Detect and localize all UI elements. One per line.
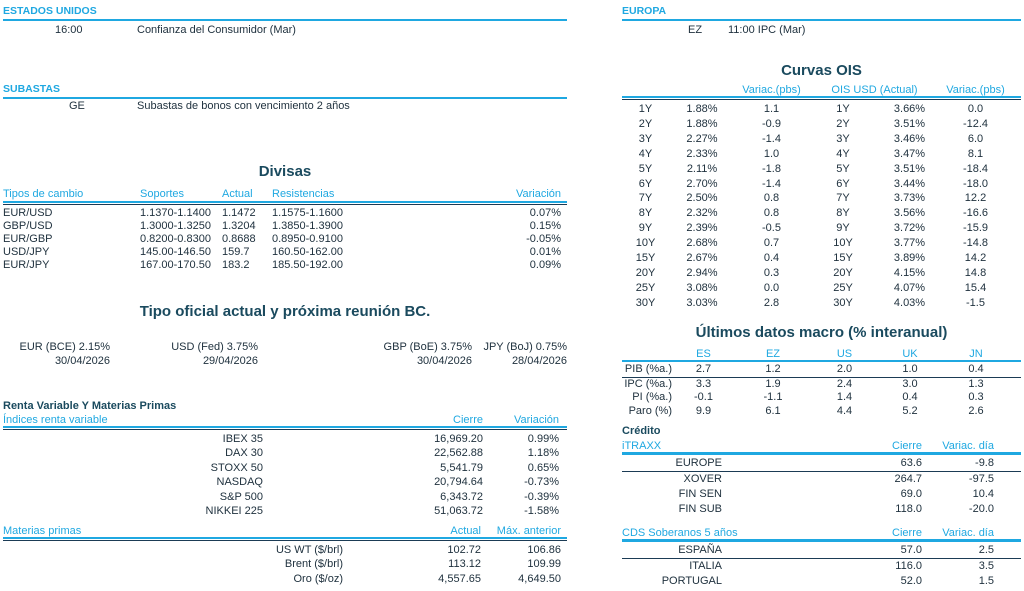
cell: 3.47% [893,147,926,160]
column-header: Materias primas [3,525,82,537]
cell: 3.77% [893,237,926,250]
cell: 1.0 [902,363,918,375]
table-row [622,281,1021,296]
cell: 2.39% [686,222,718,235]
cell: 25Y [833,281,853,294]
table-row [622,378,1021,392]
cell: 2.8 [763,296,780,309]
cell: 3.5 [978,559,994,572]
cell: 6Y [836,177,850,190]
cell: -14.8 [962,237,989,250]
cell: 8.1 [967,147,984,160]
cell: 3.89% [893,252,926,265]
table-row [3,259,567,272]
column-header: Variación [513,414,559,426]
cell: 30Y [635,296,656,309]
macro-rows [622,363,1021,418]
cell: 4,649.50 [518,572,561,585]
cell: 160.50-162.00 [272,246,343,258]
cell: 4.4 [836,404,853,417]
cell: 5,541.79 [440,461,483,474]
cell: NIKKEI 225 [205,505,263,518]
cell: Brent ($/brl) [284,558,343,571]
cell: 2.50% [686,192,718,205]
table-row [622,472,1021,487]
cell: 4Y [836,147,850,160]
table-row [622,487,1021,502]
cell: 3.3 [695,377,712,390]
cell: IPC (%a.) [624,377,672,390]
event-row-subastas [3,100,567,114]
column-header: Variac. día [942,527,994,539]
table-row [622,177,1021,192]
cell: 10Y [833,237,853,250]
cell: 3.73% [893,192,926,205]
cell: 1.9 [765,377,781,390]
cb-rate: EUR (BCE) 2.15% [19,341,110,353]
cell: STOXX 50 [210,461,263,474]
cell: 16,969.20 [434,433,483,445]
ois-header-variac-eur: Variac.(pbs) [742,84,801,96]
cb-meeting-date: 28/04/2026 [511,355,567,367]
table-row [622,559,1021,574]
cell: 0.09% [529,259,561,271]
cell: 0.0 [967,103,984,115]
cell: 2.11% [686,162,718,175]
table-row [622,102,1021,117]
cell: 0.01% [529,246,561,258]
cell: 0.8 [763,207,780,220]
cell: 1.2 [765,363,781,375]
table-row [622,206,1021,221]
cell: 0.4 [902,391,918,403]
cb-rate: GBP (BoE) 3.75% [383,341,472,353]
ois-rows [622,102,1021,311]
column-header: ES [696,348,711,360]
cell: 6.0 [967,132,984,145]
cell: 6.1 [765,404,781,417]
cell: PORTUGAL [661,574,722,587]
table-row [3,557,567,571]
cell: 2.7 [695,363,712,375]
column-header: CDS Soberanos 5 años [622,527,738,539]
cell: 9Y [836,222,850,235]
column-header: Resistencias [272,188,335,200]
cell: 7Y [638,192,653,205]
cb-rate: JPY (BoJ) 0.75% [483,341,567,353]
cell: 4.07% [893,281,926,294]
table-row [3,446,567,460]
cell: 2.68% [686,237,718,250]
cell: 57.0 [900,544,922,556]
column-header: Actual [450,525,481,537]
cell: 4,557.65 [438,572,481,585]
cell: 25Y [635,281,656,294]
cell: 3.44% [893,177,926,190]
cell: 1.5 [978,574,994,587]
cell: Oro ($/oz) [293,572,343,585]
table-row [622,405,1021,419]
cell: IBEX 35 [222,433,263,445]
cell: EUR/JPY [3,259,50,271]
ois-header-usd-actual: OIS USD (Actual) [831,84,918,96]
table-row [3,233,567,246]
column-header: Cierre [453,414,483,426]
cell: 15Y [635,252,656,265]
materias-header-row [3,525,567,537]
cell: 2.6 [968,404,984,417]
cell: 109.99 [527,558,561,571]
cell: 0.4 [968,363,984,375]
cell: 0.8688 [222,233,256,245]
ois-header-variac-usd: Variac.(pbs) [946,84,1005,96]
cell: -1.58% [524,505,559,518]
cell: Paro (%) [628,404,672,417]
cell: 2Y [638,117,653,130]
cell: 0.15% [529,220,561,232]
cell: 0.99% [527,433,559,445]
cell: 1Y [836,103,850,115]
column-header: Variación [515,188,561,200]
section-header-estados-unidos: ESTADOS UNIDOS [3,5,567,21]
cell: 4Y [638,147,653,160]
table-row [622,296,1021,311]
cell: S&P 500 [219,490,263,503]
cell: XOVER [683,472,722,485]
cell: 20Y [635,266,656,279]
column-header: Máx. anterior [496,525,561,537]
cell: 14.2 [964,252,987,265]
cell: DAX 30 [225,447,263,460]
cell: 6,343.72 [440,490,483,503]
table-row [622,456,1021,472]
cell: 52.0 [900,574,922,587]
table-row [3,461,567,475]
table-row [622,363,1021,378]
table-row [3,490,567,504]
cell: PIB (%a.) [624,363,672,375]
cb-rate: USD (Fed) 3.75% [171,341,258,353]
table-row [622,251,1021,266]
cell: 2.4 [836,377,853,390]
cell: 116.0 [895,559,922,572]
cell: 2.27% [686,132,718,145]
cell: 113.12 [448,558,481,571]
cell: NASDAQ [216,476,263,489]
cell: EUR/GBP [3,233,53,245]
cell: 14.8 [964,266,987,279]
cell: PI (%a.) [632,391,672,403]
cell: 9Y [638,222,653,235]
cell: 0.65% [527,461,559,474]
cell: -0.73% [524,476,559,489]
cell: 1.1370-1.1400 [140,207,211,219]
cell: 0.4 [763,252,780,265]
table-row [622,117,1021,132]
cell: 3.03% [686,296,718,309]
curvas-ois-title: Curvas OIS [781,62,862,79]
column-header: UK [902,348,918,360]
cell: 2.67% [686,252,718,265]
table-row [622,502,1021,517]
cell: 1.0 [763,147,780,160]
cell: 20Y [833,266,853,279]
cell: 5Y [638,162,653,175]
cell: -0.5 [762,222,781,235]
cell: 12.2 [964,192,987,205]
cell: 167.00-170.50 [140,259,211,271]
cell: 3.51% [893,117,926,130]
table-row [3,432,567,446]
cell: -20.0 [968,502,994,515]
cell: -97.5 [968,472,994,485]
itraxx-rows [622,456,1021,517]
event-row-europa [622,24,1021,38]
cell: FIN SEN [678,487,722,500]
table-row [3,543,567,557]
cell: 1.88% [686,117,718,130]
curvas-ois-table [622,84,1021,311]
cell: -0.05% [526,233,561,245]
divisas-title: Divisas [258,163,312,180]
cell: 2.32% [686,207,718,220]
cell: 145.00-146.50 [140,246,211,258]
cell: -0.39% [524,490,559,503]
cell: USD/JPY [3,246,50,258]
event-code: GE [69,100,85,112]
materias-table [3,525,567,586]
cell: 8Y [638,207,653,220]
cell: 2.70% [686,177,718,190]
cell: 15.4 [964,281,987,294]
cell: -18.4 [962,162,989,175]
cell: 63.6 [900,457,922,469]
cell: -1.5 [966,296,985,309]
cell: FIN SUB [678,502,722,515]
itraxx-header-row [622,440,1021,452]
cell: 2.33% [686,147,718,160]
cell: 69.0 [900,487,922,500]
macro-header-row [622,348,1021,360]
cell: 106.86 [527,544,561,556]
cell: 3.46% [893,132,926,145]
table-row [622,391,1021,405]
cell: 183.2 [222,259,250,271]
event-row-us [3,24,567,38]
cell: 0.8950-0.9100 [272,233,343,245]
cell: 3.0 [902,377,918,390]
cell: -16.6 [962,207,989,220]
event-label: 11:00 IPC (Mar) [728,24,806,36]
cell: GBP/USD [3,220,53,232]
cell: 51,063.72 [434,505,483,518]
cell: 1.4 [836,391,853,403]
cell: -12.4 [962,117,989,130]
cell: 3.56% [893,207,926,220]
cell: 0.07% [529,207,561,219]
column-header: Variac. día [942,440,994,452]
section-header-europa: EUROPA [622,5,1021,21]
indices-rows [3,432,567,518]
cell: -1.8 [762,162,781,175]
cell: -1.4 [762,132,781,145]
event-time: 16:00 [55,24,83,36]
section-header-subastas: SUBASTAS [3,83,567,99]
table-row [622,221,1021,236]
credito-section-title: Crédito [622,425,661,437]
divisas-header-row [3,188,567,201]
cds-table [622,527,1021,589]
table-row [3,572,567,586]
datos-macro-table [622,348,1021,418]
cell: 4.03% [893,296,926,309]
ois-header-row [622,84,1021,96]
cb-meeting-date: 30/04/2026 [416,355,472,367]
cell: -1.1 [763,391,783,403]
cb-cell-jpy [455,340,567,368]
event-label: Confianza del Consumidor (Mar) [137,24,296,36]
cell: 3Y [638,132,653,145]
cell: 10Y [635,237,656,250]
column-header: iTRAXX [622,440,662,452]
divisas-rows [3,207,567,272]
divisas-table [3,188,567,272]
column-header: EZ [765,348,781,360]
materias-rows [3,543,567,586]
itraxx-table [622,440,1021,517]
cell: 2.94% [686,266,718,279]
column-header: Índices renta variable [3,414,108,426]
cell: -9.8 [975,457,994,469]
cell: 118.0 [895,502,922,515]
cell: 0.8200-0.8300 [140,233,211,245]
cell: 15Y [833,252,853,265]
column-header: Actual [222,188,253,200]
cell: 20,794.64 [434,476,483,489]
table-row [622,132,1021,147]
cell: 1.1575-1.1600 [272,207,343,219]
indices-table [3,414,567,518]
cell: 6Y [638,177,653,190]
table-row [3,475,567,489]
cell: 2.0 [836,363,853,375]
cell: -0.9 [762,117,781,130]
cell: 1.3 [968,377,984,390]
table-row [622,266,1021,281]
column-header: Tipos de cambio [3,188,84,200]
table-row [3,220,567,233]
column-header [622,348,672,360]
table-row [622,191,1021,206]
cell: 3.51% [893,162,926,175]
table-row [622,147,1021,162]
central-banks-title: Tipo oficial actual y próxima reunión BC. [139,303,431,320]
column-header: Soportes [140,188,185,200]
cell: 264.7 [894,472,922,485]
cell: EUR/USD [3,207,53,219]
cell: 1.1 [763,103,780,115]
cell: ESPAÑA [678,544,722,556]
cell: 3Y [836,132,850,145]
cell: 1.1472 [222,207,256,219]
cell: 3.72% [893,222,926,235]
cell: EUROPE [675,457,722,469]
cell: 3.08% [686,281,718,294]
cell: 30Y [833,296,853,309]
event-code: EZ [688,24,703,36]
table-row [3,246,567,259]
cb-meeting-date: 29/04/2026 [202,355,258,367]
cell: 1.3000-1.3250 [140,220,211,232]
cell: 0.0 [763,281,780,294]
cell: 102.72 [447,544,481,556]
cell: -15.9 [962,222,989,235]
cell: 8Y [836,207,850,220]
cb-cell-usd [150,340,258,368]
cell: ITALIA [689,559,722,572]
table-row [3,504,567,518]
cb-cell-eur [3,340,110,368]
datos-macro-title: Últimos datos macro (% interanual) [695,324,948,341]
cell: 0.3 [968,391,984,403]
cell: US WT ($/brl) [275,544,343,556]
cell: 2.5 [978,544,994,556]
cell: -1.4 [762,177,781,190]
column-header: US [836,348,853,360]
table-row [622,543,1021,559]
cell: 1.18% [527,447,559,460]
cell: 9.9 [695,404,712,417]
cell: 2Y [836,117,850,130]
cell: 4.15% [893,266,926,279]
cell: 1.3850-1.3900 [272,220,343,232]
cell: 1.3204 [222,220,256,232]
table-row [3,207,567,220]
indices-header-row [3,414,567,426]
column-header: JN [969,348,983,360]
cell: 3.66% [893,103,926,115]
cell: 5Y [836,162,850,175]
cell: 10.4 [972,487,994,500]
cell: 0.3 [763,266,780,279]
table-row [622,574,1021,589]
cell: -18.0 [962,177,989,190]
cell: 185.50-192.00 [272,259,343,271]
cds-rows [622,543,1021,589]
table-row [622,162,1021,177]
column-header: Cierre [892,527,922,539]
cell: 159.7 [222,246,250,258]
cell: 1Y [638,103,653,115]
cell: 0.8 [763,192,780,205]
cell: 22,562.88 [434,447,483,460]
cds-header-row [622,527,1021,539]
cell: 5.2 [902,404,918,417]
renta-variable-section-title: Renta Variable Y Materias Primas [3,400,177,412]
cell: 1.88% [686,103,718,115]
cell: 0.7 [763,237,780,250]
cell: 7Y [836,192,850,205]
cell: -0.1 [694,391,713,403]
event-label: Subastas de bonos con vencimiento 2 años [137,100,350,112]
cb-meeting-date: 30/04/2026 [54,355,110,367]
column-header: Cierre [892,440,922,452]
table-row [622,236,1021,251]
